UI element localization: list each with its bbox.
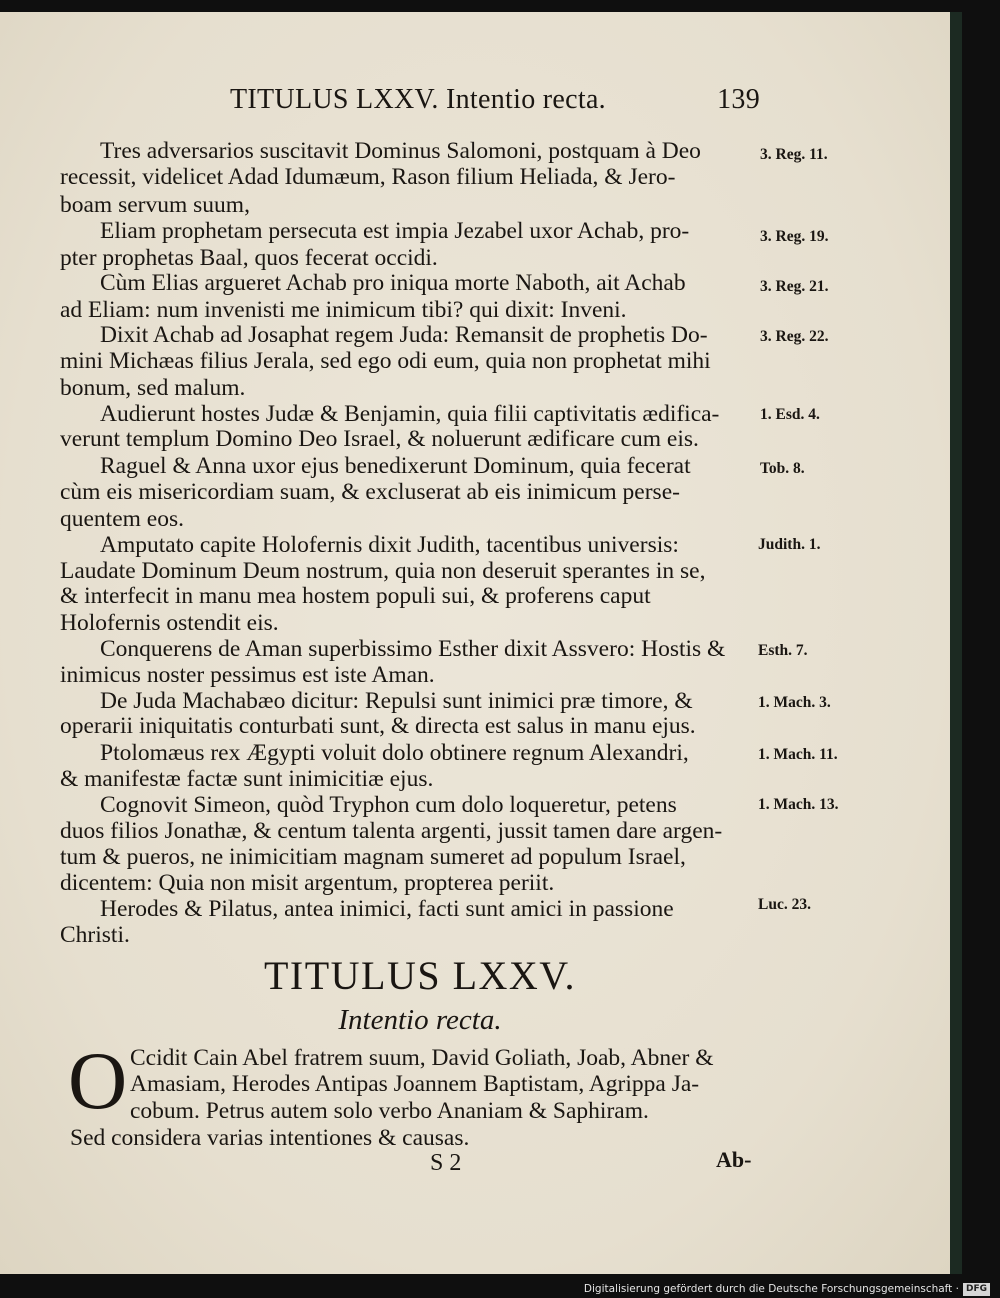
signature-mark: S 2: [430, 1150, 462, 1176]
margin-ref: Luc. 23.: [758, 896, 811, 913]
margin-ref: 1. Mach. 3.: [758, 694, 831, 711]
margin-ref: 3. Reg. 22.: [760, 328, 829, 345]
section-title: TITULUS LXXV.: [263, 953, 577, 998]
text-line: Audierunt hostes Judæ & Benjamin, quia filii captivitatis ædifica-: [100, 401, 720, 427]
binding-edge: [950, 12, 962, 1274]
page-header: [230, 78, 760, 122]
text-line: verunt templum Domino Deo Israel, & noluerunt ædificare cum eis.: [60, 426, 699, 452]
running-title: TITULUS LXXV. Intentio recta.: [230, 84, 606, 115]
text-line: duos filios Jonathæ, & centum talenta argenti, jussit tamen dare argen-: [60, 818, 723, 844]
margin-ref: 1. Esd. 4.: [760, 406, 820, 423]
text-line: cobum. Petrus autem solo verbo Ananiam & Saphiram.: [130, 1098, 649, 1124]
catchword: Ab-: [716, 1147, 752, 1172]
page-number: 139: [717, 84, 760, 115]
text-line: & manifestæ factæ sunt inimicitiæ ejus.: [60, 766, 434, 792]
text-line: tum & pueros, ne inimicitiam magnam sumeret ad populum Israel,: [60, 844, 686, 870]
text-line: De Juda Machabæo dicitur: Repulsi sunt inimici præ timore, &: [100, 688, 693, 714]
section-subtitle: Intentio recta.: [338, 1004, 502, 1036]
text-line: inimicus noster pessimus est iste Aman.: [60, 662, 435, 688]
text-line: bonum, sed malum.: [60, 375, 246, 401]
margin-ref: 1. Mach. 13.: [758, 796, 839, 813]
margin-ref: 3. Reg. 21.: [760, 278, 829, 295]
margin-ref: Esth. 7.: [758, 642, 808, 659]
text-line: Amputato capite Holofernis dixit Judith, tacentibus universis:: [100, 532, 679, 558]
text-line: Amasiam, Herodes Antipas Joannem Baptistam, Agrippa Ja-: [130, 1071, 700, 1097]
text-line: Herodes & Pilatus, antea inimici, facti sunt amici in passione: [100, 896, 674, 922]
digitization-credit: [584, 1280, 990, 1298]
margin-ref: Judith. 1.: [758, 536, 821, 553]
text-line: Cùm Elias argueret Achab pro iniqua morte Naboth, ait Achab: [100, 270, 686, 296]
text-line: Tres adversarios suscitavit Dominus Salomoni, postquam à Deo: [100, 138, 701, 164]
text-line: Sed considera varias intentiones & causas.: [70, 1125, 470, 1151]
text-line: quentem eos.: [60, 506, 184, 532]
text-line: Eliam prophetam persecuta est impia Jezabel uxor Achab, pro-: [100, 218, 690, 244]
text-line: Conquerens de Aman superbissimo Esther dixit Assvero: Hostis &: [100, 636, 726, 662]
text-line: Raguel & Anna uxor ejus benedixerunt Dominum, quia fecerat: [100, 453, 691, 479]
margin-ref: Tob. 8.: [760, 460, 805, 477]
credit-text: Digitalisierung gefördert durch die Deutsche Forschungsgemeinschaft ·: [583, 1283, 959, 1295]
text-line: Christi.: [60, 922, 130, 948]
text-line: Laudate Dominum Deum nostrum, quia non deseruit sperantes in se,: [60, 558, 706, 584]
text-line: dicentem: Quia non misit argentum, propterea periit.: [60, 870, 555, 896]
margin-ref: 1. Mach. 11.: [758, 746, 838, 763]
dfg-logo: DFG: [963, 1283, 990, 1296]
text-line: Cognovit Simeon, quòd Tryphon cum dolo loqueretur, petens: [100, 792, 677, 818]
text-line: recessit, videlicet Adad Idumæum, Rason filium Heliada, & Jero-: [60, 164, 676, 190]
drop-cap: O: [68, 1035, 128, 1126]
text-line: boam servum suum,: [60, 192, 250, 218]
text-line: Holofernis ostendit eis.: [60, 610, 279, 636]
margin-ref: 3. Reg. 11.: [760, 146, 828, 163]
text-line: Dixit Achab ad Josaphat regem Juda: Remansit de prophetis Do-: [100, 322, 708, 348]
text-line: ad Eliam: num invenisti me inimicum tibi? qui dixit: Inveni.: [60, 297, 627, 323]
text-line: mini Michæas filius Jerala, sed ego odi eum, quia non prophetat mihi: [60, 348, 711, 374]
text-line: cùm eis misericordiam suam, & excluserat ab eis inimicum perse-: [60, 479, 680, 505]
text-line: & interfecit in manu mea hostem populi sui, & proferens caput: [60, 583, 651, 609]
text-line: Ptolomæus rex Ægypti voluit dolo obtinere regnum Alexandri,: [100, 740, 689, 766]
text-line: Ccidit Cain Abel fratrem suum, David Goliath, Joab, Abner &: [130, 1045, 714, 1071]
margin-ref: 3. Reg. 19.: [760, 228, 829, 245]
text-line: pter prophetas Baal, quos fecerat occidi.: [60, 245, 438, 271]
text-line: operarii iniquitatis conturbati sunt, & directa est salus in manu ejus.: [60, 713, 696, 739]
